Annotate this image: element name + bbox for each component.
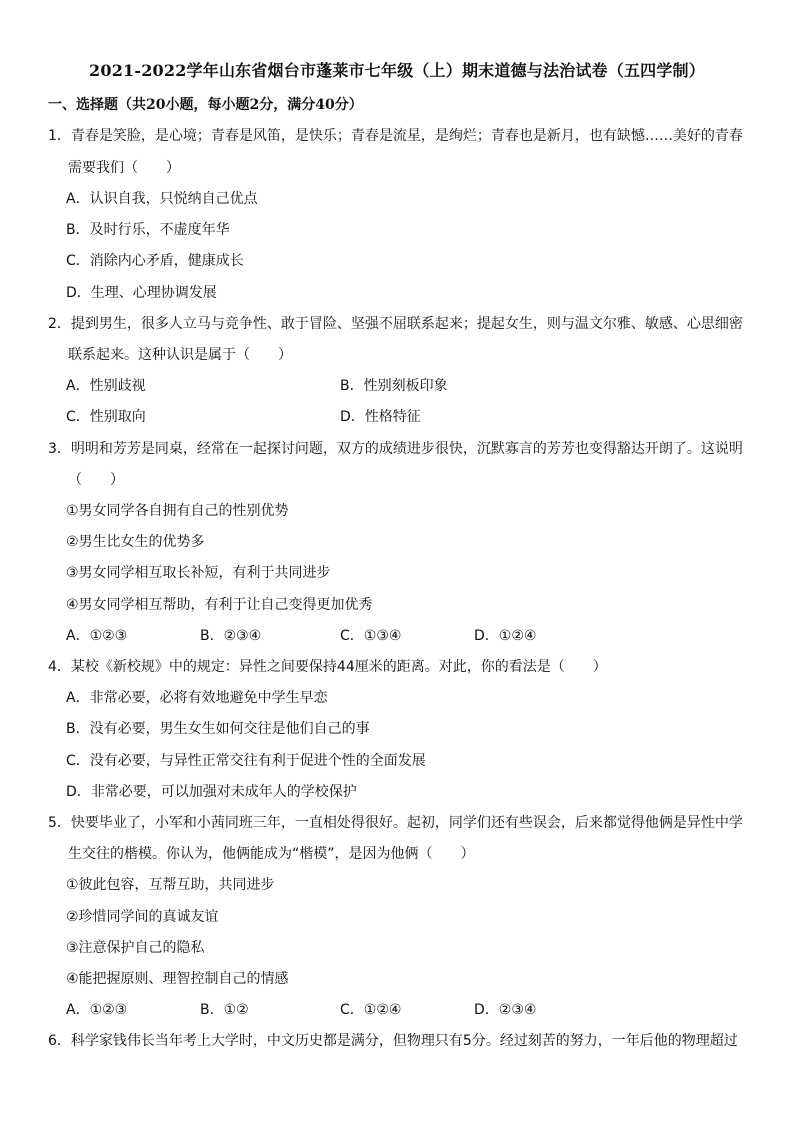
question-5-statement-4: ④能把握原则、理智控制自己的情感 <box>66 971 289 987</box>
question-2-option-d: D．性格特征 <box>340 409 421 425</box>
question-5-statement-3: ③注意保护自己的隐私 <box>66 940 205 956</box>
question-4-option-d: D．非常必要，可以加强对未成年人的学校保护 <box>66 784 357 800</box>
question-1-option-b: B．及时行乐，不虚度年华 <box>66 222 230 238</box>
exam-title: 2021-2022学年山东省烟台市蓬莱市七年级（上）期末道德与法治试卷（五四学制） <box>89 61 705 80</box>
section-heading: 一、选择题（共20小题，每小题2分，满分40分） <box>48 97 363 113</box>
question-5-option-c: C．①②④ <box>340 1002 402 1018</box>
question-3-statement-1: ①男女同学各自拥有自己的性别优势 <box>66 503 289 519</box>
question-3-option-b: B．②③④ <box>200 628 262 644</box>
question-2-stem-cont: 联系起来。这种认识是属于（ ） <box>68 347 292 363</box>
question-4-stem: 4．某校《新校规》中的规定：异性之间要保持44厘米的距离。对此，你的看法是（ ） <box>48 659 607 675</box>
question-1-stem: 1．青春是笑脸，是心境；青春是风笛，是快乐；青春是流星，是绚烂；青春也是新月，也有缺憾……美好的青春 <box>48 128 743 144</box>
question-2-option-c: C．性别取向 <box>66 409 146 425</box>
question-3-option-d: D．①②④ <box>474 628 537 644</box>
question-3-stem: 3．明明和芳芳是同桌，经常在一起探讨问题，双方的成绩进步很快，沉默寡言的芳芳也变得豁达开朗了。这说明 <box>48 441 743 457</box>
question-3-option-c: C．①③④ <box>340 628 402 644</box>
question-5-statement-1: ①彼此包容，互帮互助，共同进步 <box>66 877 275 893</box>
question-1-stem-cont: 需要我们（ ） <box>68 160 180 176</box>
question-5-option-b: B．①② <box>200 1002 249 1018</box>
question-2-option-a: A．性别歧视 <box>66 378 146 394</box>
question-5-option-a: A．①②③ <box>66 1002 128 1018</box>
question-1-option-c: C．消除内心矛盾，健康成长 <box>66 253 244 269</box>
question-1-option-a: A．认识自我，只悦纳自己优点 <box>66 191 258 207</box>
question-5-stem: 5．快要毕业了，小军和小茜同班三年，一直相处得很好。起初，同学们还有些误会，后来都觉得他俩是异性中学 <box>48 815 743 831</box>
question-3-statement-3: ③男女同学相互取长补短，有利于共同进步 <box>66 565 331 581</box>
question-2-option-b: B．性别刻板印象 <box>340 378 448 394</box>
question-4-option-b: B．没有必要，男生女生如何交往是他们自己的事 <box>66 721 370 737</box>
question-3-statement-4: ④男女同学相互帮助，有利于让自己变得更加优秀 <box>66 597 373 613</box>
question-6-stem: 6．科学家钱伟长当年考上大学时，中文历史都是满分，但物理只有5分。经过刻苦的努力，一年后他的物理超过 <box>48 1033 738 1049</box>
question-1-option-d: D．生理、心理协调发展 <box>66 285 217 301</box>
question-3-stem-cont: （ ） <box>68 472 124 488</box>
question-3-option-a: A．①②③ <box>66 628 128 644</box>
question-5-statement-2: ②珍惜同学间的真诚友谊 <box>66 909 219 925</box>
question-3-statement-2: ②男生比女生的优势多 <box>66 534 205 550</box>
question-5-stem-cont: 生交往的楷模。你认为，他俩能成为“楷模”，是因为他俩（ ） <box>68 846 475 862</box>
question-4-option-c: C．没有必要，与异性正常交往有利于促进个性的全面发展 <box>66 753 426 769</box>
question-2-stem: 2．提到男生，很多人立马与竞争性、敢于冒险、坚强不屈联系起来；提起女生，则与温文尔雅、敏感、心思细密 <box>48 316 743 332</box>
question-5-option-d: D．②③④ <box>474 1002 537 1018</box>
question-4-option-a: A．非常必要，必将有效地避免中学生早恋 <box>66 690 328 706</box>
